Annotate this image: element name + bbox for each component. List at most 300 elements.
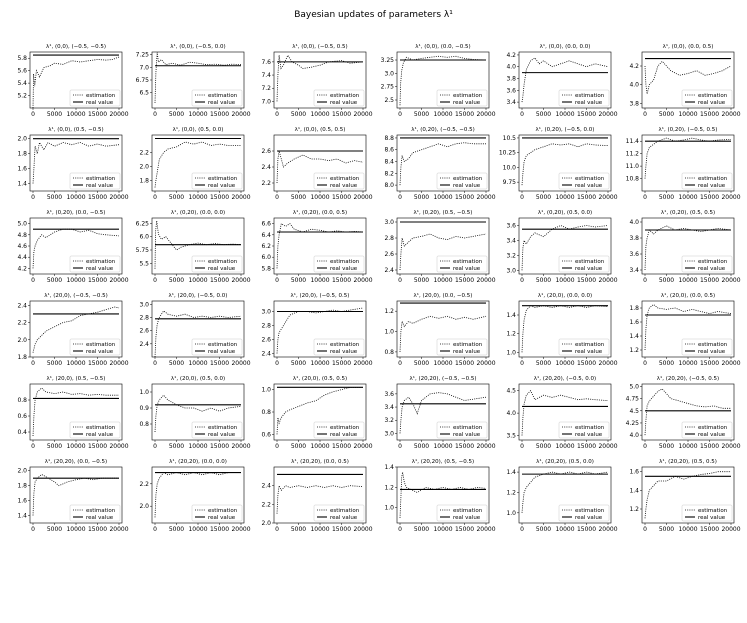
legend-real-label: real value [208,100,236,106]
subplot [139,292,250,367]
x-tick-label: 15000 [331,277,352,284]
y-tick-label: 2.2 [261,180,271,187]
y-tick-label: 4.0 [629,432,639,440]
x-tick-label: 20000 [353,194,373,201]
y-tick-label: 2.4 [261,482,271,490]
subplot [17,292,128,367]
y-tick-label: 3.6 [506,222,516,230]
subplot [17,126,128,201]
y-tick-label: 11.0 [625,163,639,171]
x-tick-label: 5000 [413,194,430,201]
legend [70,422,120,438]
x-tick-label: 15000 [87,443,108,450]
subplot-title: λ¹, (20,0), (0.5, 0.5) [292,376,348,382]
x-tick-label: 0 [520,277,524,284]
x-tick-label: 15000 [87,111,108,118]
subplot-title: λ¹, (20,20), (0.5, 0.5) [659,459,717,465]
x-tick-label: 0 [31,111,35,118]
y-tick-label: 3.8 [629,235,639,242]
subplot [17,375,128,450]
x-tick-label: 20000 [109,277,129,284]
legend [559,256,609,272]
legend-estimation-label: estimation [86,93,116,99]
x-tick-label: 5000 [413,111,430,118]
legend-real-label: real value [86,183,114,189]
legend [682,256,732,272]
x-tick-label: 10000 [555,360,575,367]
subplot-title: λ¹, (0,0), (0.5, 0.5) [294,127,346,133]
y-tick-label: 3.0 [139,301,149,309]
x-tick-label: 15000 [576,526,597,533]
y-tick-label: 5.5 [139,260,149,268]
legend [437,422,487,438]
subplot-title: λ¹, (0,0), (0.0, −0.5) [415,44,471,50]
x-tick-label: 20000 [231,277,251,284]
legend-real-label: real value [208,432,236,438]
legend [192,422,242,438]
x-tick-label: 10000 [555,526,575,533]
x-tick-label: 10000 [678,526,698,533]
y-tick-label: 1.2 [629,506,639,513]
x-tick-label: 10000 [678,194,698,201]
subplot [261,209,372,284]
x-tick-label: 10000 [310,194,330,201]
subplot-title: λ¹, (0,0), (0.0, 0.0) [539,44,591,50]
x-tick-label: 5000 [290,526,307,533]
x-tick-label: 5000 [168,526,185,533]
legend-real-label: real value [698,183,726,189]
x-tick-label: 0 [275,526,279,533]
legend-real-label: real value [208,515,236,521]
x-tick-label: 0 [520,526,524,533]
subplot-title: λ¹, (0,20), (0.0, 0.0) [170,210,226,216]
y-tick-label: 3.25 [380,57,394,64]
subplot [384,292,495,367]
y-tick-label: 5.8 [17,55,27,63]
x-tick-label: 5000 [413,443,430,450]
legend [559,505,609,521]
legend [682,505,732,521]
x-tick-label: 10000 [188,111,208,118]
legend [437,339,487,355]
x-tick-label: 15000 [331,360,352,367]
x-tick-label: 15000 [209,360,230,367]
y-tick-label: 10.25 [498,149,516,157]
x-tick-label: 0 [275,443,279,450]
x-tick-label: 20000 [598,111,618,118]
x-tick-label: 10000 [310,111,330,118]
y-tick-label: 1.6 [17,497,27,505]
subplot [136,43,251,118]
legend-real-label: real value [208,183,236,189]
legend [314,339,364,355]
x-tick-label: 10000 [433,194,453,201]
legend-estimation-label: estimation [208,93,238,99]
legend [70,339,120,355]
legend [192,90,242,106]
y-tick-label: 8.6 [384,146,394,154]
x-tick-label: 10000 [188,443,208,450]
x-tick-label: 15000 [699,111,720,118]
x-tick-label: 10000 [188,360,208,367]
subplot-title: λ¹, (20,20), (−0.5, 0.0) [533,376,597,382]
legend-estimation-label: estimation [208,508,238,514]
legend-estimation-label: estimation [330,259,360,265]
y-tick-label: 0.8 [261,409,271,416]
x-tick-label: 20000 [353,443,373,450]
legend-estimation-label: estimation [453,93,483,99]
subplot [17,209,128,284]
x-tick-label: 5000 [46,111,63,118]
x-tick-label: 20000 [109,526,129,533]
subplot [381,43,496,118]
legend-real-label: real value [698,515,726,521]
y-tick-label: 2.0 [139,163,149,171]
y-tick-label: 0.8 [17,397,27,404]
legend-estimation-label: estimation [698,93,728,99]
x-tick-label: 20000 [476,277,496,284]
subplot-title: λ¹, (20,20), (−0.5, 0.5) [656,376,720,382]
x-tick-label: 0 [520,194,524,201]
y-tick-label: 3.0 [384,430,394,438]
subplot [384,375,495,450]
subplot [139,126,250,201]
y-tick-label: 0.6 [17,413,27,420]
y-tick-label: 1.6 [17,165,27,173]
legend-real-label: real value [86,515,114,521]
x-tick-label: 0 [643,526,647,533]
y-tick-label: 2.2 [139,149,149,157]
subplot [626,126,741,201]
y-tick-label: 1.6 [629,319,639,326]
y-tick-label: 2.8 [261,322,271,330]
x-tick-label: 20000 [721,194,741,201]
y-tick-label: 2.75 [380,83,394,91]
subplot [384,126,495,201]
y-tick-label: 6.2 [261,243,271,250]
x-tick-label: 0 [520,360,524,367]
subplot [506,458,617,533]
x-tick-label: 20000 [109,194,129,201]
y-tick-label: 0.6 [261,431,271,439]
subplot-title: λ¹, (0,20), (0.5, −0.5) [413,210,473,216]
subplot [629,292,740,367]
legend-estimation-label: estimation [698,508,728,514]
x-tick-label: 0 [398,194,402,201]
x-tick-label: 0 [643,277,647,284]
legend-estimation-label: estimation [86,176,116,182]
x-tick-label: 20000 [598,360,618,367]
y-tick-label: 1.2 [506,489,516,497]
y-tick-label: 1.4 [506,469,516,477]
legend-estimation-label: estimation [575,342,605,348]
legend [437,173,487,189]
x-tick-label: 20000 [476,360,496,367]
x-tick-label: 5000 [535,526,552,533]
legend-real-label: real value [86,100,114,106]
legend-estimation-label: estimation [330,93,360,99]
x-tick-label: 15000 [576,277,597,284]
y-tick-label: 1.0 [261,386,271,394]
legend-real-label: real value [453,100,481,106]
legend [314,173,364,189]
y-tick-label: 2.0 [17,336,27,344]
y-tick-label: 10.5 [502,134,516,142]
legend-real-label: real value [86,432,114,438]
x-tick-label: 10000 [188,526,208,533]
legend [682,422,732,438]
y-tick-label: 3.8 [629,100,639,108]
legend-estimation-label: estimation [575,425,605,431]
x-tick-label: 0 [398,526,402,533]
x-tick-label: 0 [153,111,157,118]
y-tick-label: 3.6 [629,251,639,258]
y-tick-label: 1.4 [384,464,394,471]
x-tick-label: 15000 [209,443,230,450]
subplot-title: λ¹, (20,0), (0.0, 0.0) [537,293,593,299]
legend-estimation-label: estimation [575,508,605,514]
legend-real-label: real value [330,266,358,272]
legend-estimation-label: estimation [208,259,238,265]
subplot [261,43,372,118]
legend-real-label: real value [453,432,481,438]
y-tick-label: 10.0 [502,164,516,172]
legend-real-label: real value [330,515,358,521]
y-tick-label: 1.0 [139,389,149,396]
legend-estimation-label: estimation [330,176,360,182]
legend-real-label: real value [575,266,603,272]
x-tick-label: 0 [153,277,157,284]
x-tick-label: 20000 [231,443,251,450]
y-tick-label: 6.75 [135,77,149,84]
x-tick-label: 20000 [353,111,373,118]
legend-real-label: real value [330,432,358,438]
x-tick-label: 20000 [598,194,618,201]
legend-real-label: real value [453,183,481,189]
legend [70,256,120,272]
y-tick-label: 1.6 [629,468,639,476]
x-tick-label: 0 [643,111,647,118]
x-tick-label: 5000 [168,194,185,201]
subplot [139,458,250,533]
x-tick-label: 15000 [699,277,720,284]
subplot-title: λ¹, (0,20), (0.0, 0.5) [292,210,348,216]
y-tick-label: 2.0 [17,467,27,475]
y-tick-label: 3.2 [384,417,394,425]
y-tick-label: 4.6 [17,243,27,250]
y-tick-label: 8.0 [384,182,394,190]
legend-real-label: real value [330,183,358,189]
x-tick-label: 20000 [231,111,251,118]
legend-real-label: real value [575,515,603,521]
x-tick-label: 10000 [66,111,86,118]
x-tick-label: 5000 [168,443,185,450]
y-tick-label: 5.6 [17,67,27,75]
y-tick-label: 4.5 [629,407,639,415]
subplot [139,375,250,450]
legend-estimation-label: estimation [330,425,360,431]
x-tick-label: 10000 [555,194,575,201]
subplot-title: λ¹, (0,20), (0.5, 0.0) [537,210,593,216]
x-tick-label: 10000 [66,443,86,450]
subplot [506,43,617,118]
legend-estimation-label: estimation [698,176,728,182]
y-tick-label: 3.4 [506,237,516,245]
subplot-title: λ¹, (0,20), (−0.5, 0.5) [658,127,718,133]
x-tick-label: 20000 [598,277,618,284]
legend [192,256,242,272]
x-tick-label: 15000 [209,277,230,284]
y-tick-label: 5.2 [17,92,27,100]
x-tick-label: 5000 [168,111,185,118]
x-tick-label: 20000 [476,526,496,533]
x-tick-label: 15000 [209,111,230,118]
x-tick-label: 5000 [535,194,552,201]
x-tick-label: 5000 [168,360,185,367]
y-tick-label: 8.4 [384,158,394,166]
x-tick-label: 20000 [109,360,129,367]
x-tick-label: 0 [275,277,279,284]
x-tick-label: 10000 [678,277,698,284]
legend-real-label: real value [330,349,358,355]
legend [559,173,609,189]
y-tick-label: 1.4 [17,180,27,188]
y-tick-label: 1.2 [629,347,639,354]
x-tick-label: 15000 [576,360,597,367]
x-tick-label: 10000 [310,360,330,367]
x-tick-label: 0 [31,526,35,533]
y-tick-label: 3.2 [506,252,516,260]
legend-estimation-label: estimation [208,176,238,182]
x-tick-label: 20000 [476,111,496,118]
y-tick-label: 1.8 [629,305,639,312]
y-tick-label: 7.0 [139,64,149,72]
y-tick-label: 1.8 [17,150,27,158]
x-tick-label: 0 [153,526,157,533]
y-tick-label: 2.0 [139,503,149,511]
y-tick-label: 6.0 [261,254,271,262]
y-tick-label: 6.6 [261,220,271,228]
y-tick-label: 1.8 [17,482,27,490]
x-tick-label: 0 [520,443,524,450]
y-tick-label: 2.2 [139,480,149,488]
x-tick-label: 15000 [331,111,352,118]
y-tick-label: 8.2 [384,170,394,178]
x-tick-label: 5000 [535,360,552,367]
x-tick-label: 10000 [555,111,575,118]
x-tick-label: 10000 [555,277,575,284]
y-tick-label: 5.8 [261,265,271,273]
legend-estimation-label: estimation [453,425,483,431]
subplot [261,126,372,201]
legend-estimation-label: estimation [330,508,360,514]
x-tick-label: 15000 [454,277,475,284]
x-tick-label: 20000 [109,111,129,118]
subplot-title: λ¹, (20,0), (−0.5, 0.5) [290,293,350,299]
legend-estimation-label: estimation [575,93,605,99]
subplot-title: λ¹, (20,20), (−0.5, −0.5) [409,376,477,382]
x-tick-label: 10000 [555,443,575,450]
y-tick-label: 1.2 [384,484,394,492]
subplot-title: λ¹, (20,20), (0.5, 0.0) [536,459,594,465]
legend [682,90,732,106]
x-tick-label: 10000 [678,360,698,367]
x-tick-label: 20000 [476,194,496,201]
legend [437,256,487,272]
legend-real-label: real value [698,266,726,272]
y-tick-label: 2.6 [261,148,271,155]
y-tick-label: 5.0 [17,220,27,228]
legend-estimation-label: estimation [698,342,728,348]
x-tick-label: 0 [643,194,647,201]
y-tick-label: 7.25 [135,51,149,59]
x-tick-label: 15000 [87,277,108,284]
y-tick-label: 7.6 [261,58,271,66]
legend [682,173,732,189]
x-tick-label: 10000 [433,277,453,284]
x-tick-label: 10000 [66,277,86,284]
x-tick-label: 20000 [231,360,251,367]
x-tick-label: 20000 [476,443,496,450]
x-tick-label: 10000 [433,526,453,533]
y-tick-label: 3.4 [629,267,639,274]
x-tick-label: 5000 [413,526,430,533]
x-tick-label: 5000 [290,443,307,450]
y-tick-label: 1.8 [17,354,27,361]
x-tick-label: 20000 [353,277,373,284]
subplot [506,292,617,367]
subplot-title: λ¹, (0,0), (0.5, 0.0) [172,127,224,133]
x-tick-label: 5000 [535,111,552,118]
subplot-title: λ¹, (0,20), (0.0, −0.5) [46,210,106,216]
y-tick-label: 1.8 [139,177,149,185]
x-tick-label: 15000 [87,360,108,367]
subplot-title: λ¹, (0,0), (−0.5, 0.5) [292,44,348,50]
x-tick-label: 20000 [353,526,373,533]
legend-real-label: real value [208,349,236,355]
y-tick-label: 7.4 [261,72,271,80]
x-tick-label: 15000 [331,526,352,533]
legend-estimation-label: estimation [208,425,238,431]
subplot [499,126,618,201]
x-tick-label: 0 [275,194,279,201]
legend-real-label: real value [575,183,603,189]
subplot [17,458,128,533]
subplot-title: λ¹, (0,20), (0.5, 0.5) [660,210,716,216]
x-tick-label: 5000 [46,526,63,533]
x-tick-label: 5000 [658,443,675,450]
subplot-title: λ¹, (20,0), (−0.5, 0.0) [168,293,228,299]
y-tick-label: 9.75 [502,179,516,187]
x-tick-label: 15000 [576,194,597,201]
y-tick-label: 4.0 [506,63,516,71]
x-tick-label: 0 [398,360,402,367]
legend-real-label: real value [575,432,603,438]
y-tick-label: 5.0 [629,383,639,391]
x-tick-label: 5000 [658,360,675,367]
x-tick-label: 15000 [87,526,108,533]
legend-real-label: real value [698,349,726,355]
x-tick-label: 0 [520,111,524,118]
legend-real-label: real value [575,349,603,355]
y-tick-label: 4.4 [17,254,27,262]
x-tick-label: 20000 [721,443,741,450]
x-tick-label: 0 [398,277,402,284]
x-tick-label: 10000 [433,360,453,367]
x-tick-label: 10000 [433,111,453,118]
y-tick-label: 3.0 [506,267,516,275]
legend-estimation-label: estimation [86,425,116,431]
